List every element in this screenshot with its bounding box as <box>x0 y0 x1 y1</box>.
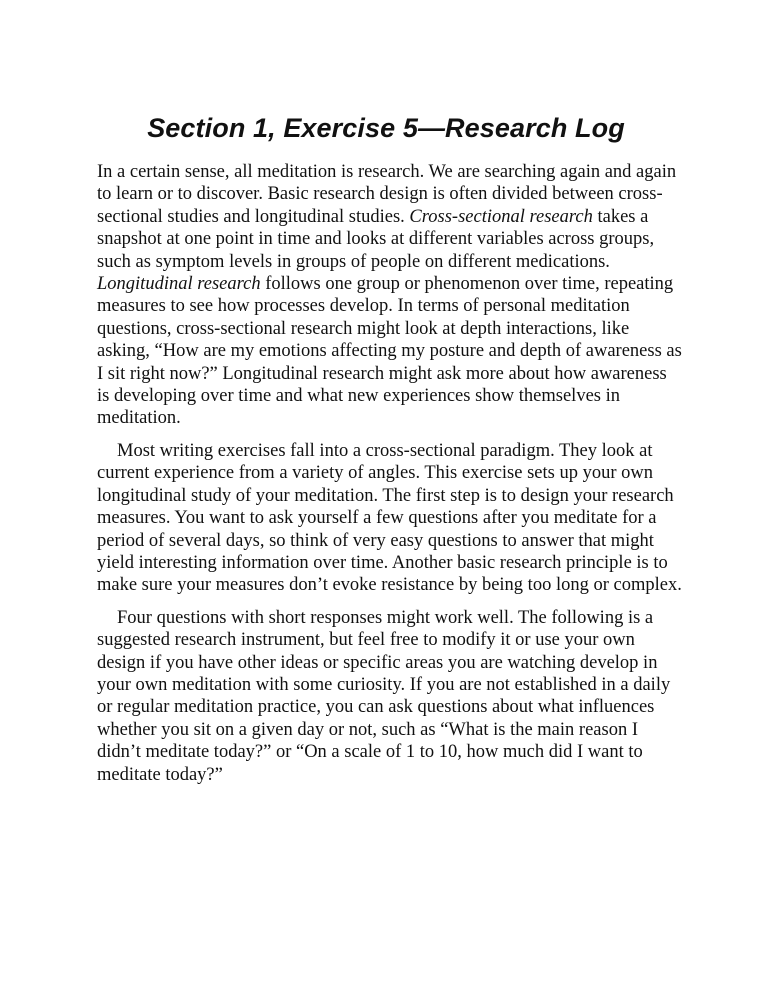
body-text <box>97 161 683 796</box>
term-longitudinal: Longitudinal research <box>97 274 261 295</box>
paragraph-text: follows one group or phenomenon over time, repeating measures to see how processes develop. In terms of personal meditation questions, cross-sectional research might look at depth interactions, like asking, “How are my emotions affecting my posture and depth of awareness as I sit right now?” Longitudinal research might ask more about how awareness is developing over time and what new experiences show themselves in meditation. <box>97 274 682 429</box>
paragraph-text: takes a snapshot at one point in time and looks at different variables across groups, such as symptom levels in groups of people on different medications. <box>97 206 655 272</box>
paragraph-writing-exercises: Most writing exercises fall into a cross-sectional paradigm. They look at current experience from a variety of angles. This exercise sets up your own longitudinal study of your meditation. The first step is to design your research measures. You want to ask yourself a few questions after you meditate for a period of several days, so think of very easy questions to answer that might yield interesting information over time. Another basic research principle is to make sure your measures don’t evoke resistance by being too long or complex. <box>97 440 682 596</box>
term-cross-sectional: Cross-sectional research <box>409 206 593 227</box>
paragraph-four-questions: Four questions with short responses might work well. The following is a suggested research instrument, but feel free to modify it or use your own design if you have other ideas or specific areas you are watching develop in your own meditation with some curiosity. If you are not established in a daily or regular meditation practice, you can ask questions about what influences whether you sit on a given day or not, such as “What is the main reason I didn’t meditate today?” or “On a scale of 1 to 10, how much did I want to meditate today?” <box>97 607 671 785</box>
paragraph-text: In a certain sense, all meditation is research. We are searching again and again to learn or to discover. Basic research design is often divided between cross-sectional studies and longitudinal studies. <box>97 162 677 227</box>
paragraph-intro <box>97 161 683 430</box>
section-title: Section 1, Exercise 5—Research Log <box>147 113 625 143</box>
